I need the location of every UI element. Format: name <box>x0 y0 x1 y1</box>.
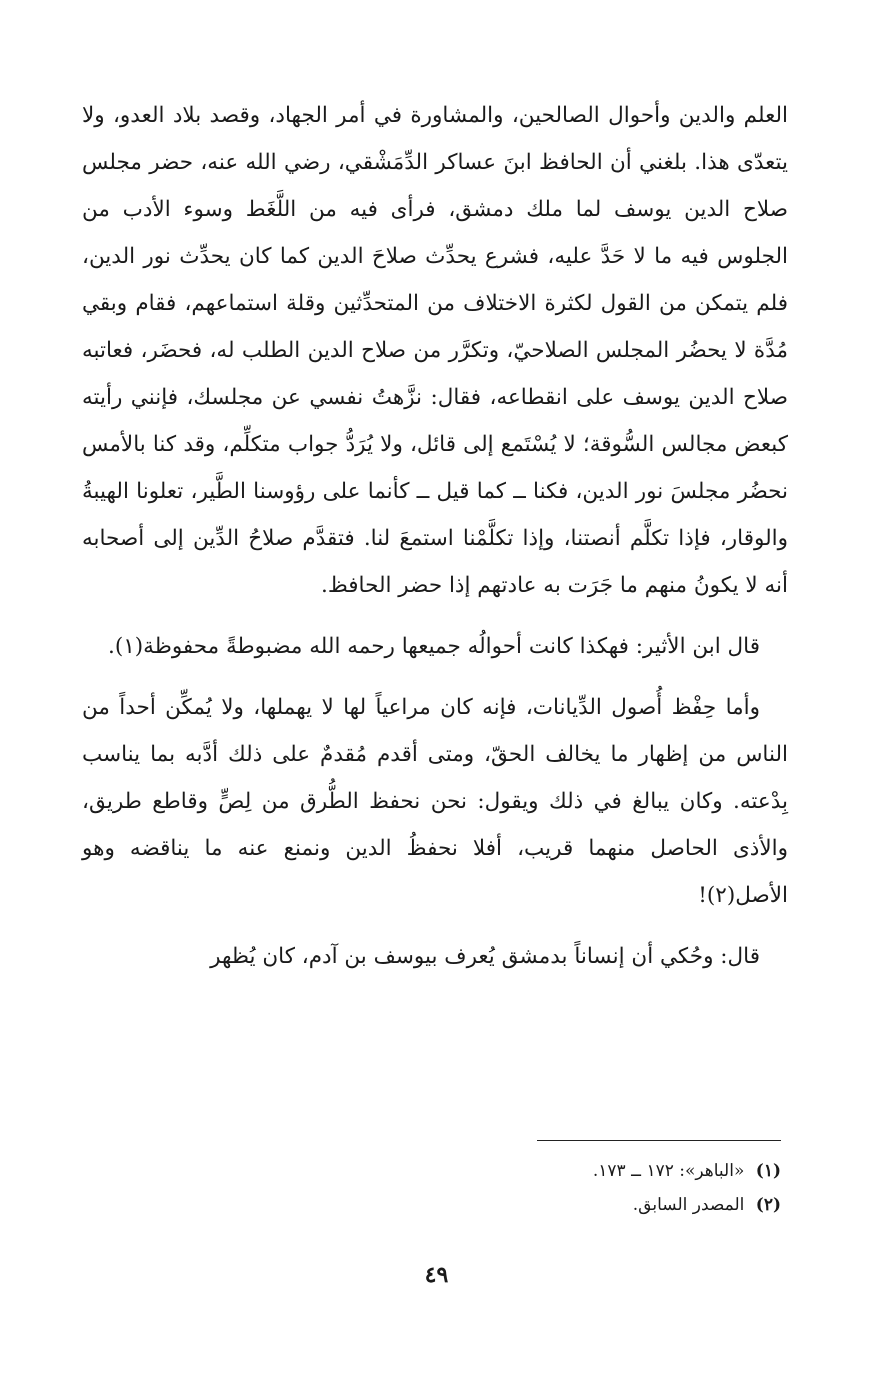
paragraph-2: قال ابن الأثير: فهكذا كانت أحوالُه جميعها رحمه الله مضبوطةً محفوظة(١). <box>108 634 760 659</box>
footnote-text: «الباهر»: ١٧٢ ــ ١٧٣. <box>592 1161 745 1181</box>
paragraph-4: قال: وحُكي أن إنساناً بدمشق يُعرف بيوسف بن آدم، كان يُظهر <box>210 944 760 969</box>
footnote-1 <box>381 1154 781 1188</box>
footnotes <box>381 1154 781 1222</box>
paragraph-1: العلم والدين وأحوال الصالحين، والمشاورة في أمر الجهاد، وقصد بلاد العدو، ولا يتعدّى هذا. بلغني أن الحافظ ابنَ عساكر الدِّمَشْقي، رضي الله عنه، حضر مجلس صلاح الدين يوسف لما ملك دمشق، فرأى فيه من اللَّغَط وسوء الأدب من الجلوس فيه ما لا حَدَّ عليه، فشرع يحدِّث صلاحَ الدين كما كان يحدِّث نور الدين، فلم يتمكن من القول لكثرة الاختلاف من المتحدِّثين وقلة استماعهم، فقام وبقي مُدَّة لا يحضُر المجلس الصلاحيّ، وتكرَّر من صلاح الدين الطلب له، فحضَر، فعاتبه صلاح الدين يوسف على انقطاعه، فقال: نزَّهتُ نفسي عن مجلسك، فإنني رأيته كبعض مجالس السُّوقة؛ لا يُسْتَمع إلى قائل، ولا يُرَدُّ جواب متكلِّم، وقد كنا بالأمس نحضُر مجلسَ نور الدين، فكنا ــ كما قيل ــ كأنما على رؤوسنا الطَّير، تعلونا الهيبةُ والوقار، فإذا تكلَّم أنصتنا، وإذا تكلَّمْنا استمعَ لنا. فتقدَّم صلاحُ الدِّين إلى أصحابه أنه لا يكونُ منهم ما جَرَت به عادتهم إذا حضر الحافظ. <box>82 103 788 598</box>
footnote-number: (١) <box>755 1161 781 1181</box>
footnote-divider <box>537 1140 781 1141</box>
footnote-text: المصدر السابق. <box>632 1195 745 1215</box>
main-text <box>82 92 788 980</box>
paragraph-3: وأما حِفْظ أُصول الدِّيانات، فإنه كان مراعياً لها لا يهملها، ولا يُمكِّن أحداً من الناس من إظهار ما يخالف الحقّ، ومتى أقدم مُقدمٌ على ذلك أدَّبه بما يناسب بِدْعته. وكان يبالغ في ذلك ويقول: نحن نحفظ الطُّرق من لِصٍّ وقاطع طريق، والأذى الحاصل منهما قريب، أفلا نحفظُ الدين ونمنع عنه ما يناقضه وهو الأصل(٢)! <box>82 695 788 908</box>
footnote-2 <box>381 1188 781 1222</box>
footnote-number: (٢) <box>755 1195 781 1215</box>
page-number: ٤٩ <box>424 1262 449 1288</box>
